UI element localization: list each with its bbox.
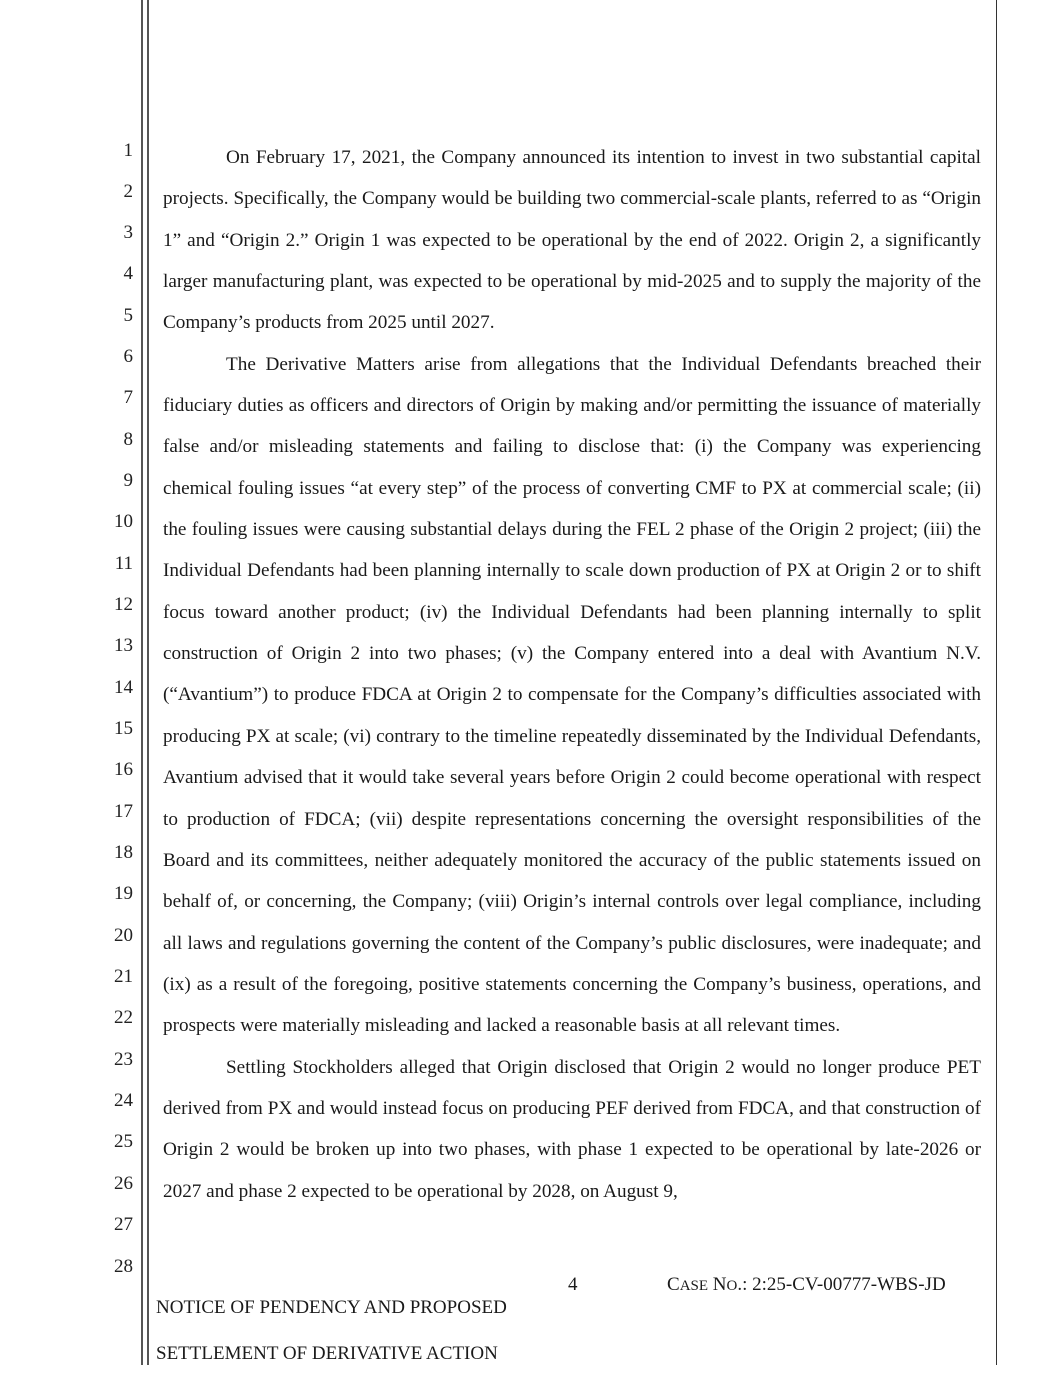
line-number: 13 bbox=[114, 635, 133, 656]
line-number: 21 bbox=[114, 966, 133, 987]
line-number: 14 bbox=[114, 677, 133, 698]
line-number: 26 bbox=[114, 1173, 133, 1194]
left-margin-rule-inner bbox=[147, 0, 149, 1365]
line-number: 5 bbox=[123, 305, 133, 326]
paragraph-text: The Derivative Matters arise from allegations that the Individual Defendants breached their fiduciary duties as officers and directors of Origin by making and/or permitting the issuance of materially false and/or misleading statements and failing to disclose that: (i) the Company was experiencing chemical fouling issues “at every step” of the process of converting CMF to PX at commercial scale; (ii) the fouling issues were causing substantial delays during the FEL 2 phase of the Origin 2 project; (iii) the Individual Defendants had been planning internally to scale down production of PX at Origin 2 or to shift focus toward another product; (iv) the Individual Defendants had been planning internally to split construction of Origin 2 into two phases; (v) the Company entered into a deal with Avantium N.V. (“Avantium”) to produce FDCA at Origin 2 to compensate for the Company’s difficulties associated with producing PX at scale; (vi) contrary to the timeline repeatedly disseminated by the Individual Defendants, Avantium advised that it would take several years before Origin 2 could become operational with respect to production of FDCA; (vii) despite representations concerning the oversight responsibilities of the Board and its committees, neither adequately monitored the accuracy of the public statements issued on behalf of, or concerning, the Company; (viii) Origin’s internal controls over legal compliance, including all laws and regulations governing the content of the Company’s public disclosures, were inadequate; and (ix) as a result of the foregoing, positive statements concerning the Company’s business, operations, and prospects were materially misleading and lacked a reasonable basis at all relevant times. bbox=[163, 353, 981, 1037]
right-margin-rule bbox=[996, 0, 997, 1365]
line-number: 6 bbox=[123, 346, 133, 367]
line-number: 23 bbox=[114, 1049, 133, 1070]
line-number: 28 bbox=[114, 1256, 133, 1277]
document-body bbox=[163, 137, 981, 1212]
footer-title-line-2: SETTLEMENT OF DERIVATIVE ACTION bbox=[156, 1343, 498, 1364]
line-number: 27 bbox=[114, 1214, 133, 1235]
footer-document-title bbox=[156, 1273, 507, 1388]
line-number: 18 bbox=[114, 842, 133, 863]
line-number: 2 bbox=[123, 181, 133, 202]
case-label-part: N bbox=[708, 1274, 727, 1295]
line-number: 1 bbox=[123, 140, 133, 161]
line-number: 12 bbox=[114, 594, 133, 615]
paragraph-text: Settling Stockholders alleged that Origin disclosed that Origin 2 would no longer produce PET derived from PX and would instead focus on producing PEF derived from FDCA, and that construction of Origin 2 would be broken up into two phases, with phase 1 expected to be operational by late-2026 or 2027 and phase 2 expected to be operational by 2028, on August 9, bbox=[163, 1056, 981, 1202]
page-number: 4 bbox=[568, 1274, 578, 1295]
line-number: 11 bbox=[114, 553, 133, 574]
case-label-separator: .: bbox=[737, 1274, 753, 1295]
line-number: 17 bbox=[114, 801, 133, 822]
case-number-value: 2:25-CV-00777-WBS-JD bbox=[752, 1274, 946, 1295]
paragraph-settling-stockholders bbox=[163, 1047, 981, 1212]
line-number: 8 bbox=[123, 429, 133, 450]
footer-title-line-1: NOTICE OF PENDENCY AND PROPOSED bbox=[156, 1297, 507, 1318]
case-number bbox=[667, 1273, 946, 1298]
line-number: 10 bbox=[114, 511, 133, 532]
line-number: 9 bbox=[123, 470, 133, 491]
paragraph-text: On February 17, 2021, the Company announced its intention to invest in two substantial capital projects. Specifically, the Company would be building two commercial-scale plants, referred to as “Origin 1” and “Origin 2.” Origin 1 was expected to be operational by the end of 2022. Origin 2, a significantly larger manufacturing plant, was expected to be operational by mid-2025 and to supply the majority of the Company’s products from 2025 until 2027. bbox=[163, 147, 981, 334]
line-number: 19 bbox=[114, 883, 133, 904]
line-number: 15 bbox=[114, 718, 133, 739]
paragraph-origin-projects bbox=[163, 137, 981, 344]
line-number: 20 bbox=[114, 925, 133, 946]
case-label-part: O bbox=[726, 1278, 738, 1294]
case-label-part: C bbox=[667, 1274, 680, 1295]
paragraph-derivative-matters bbox=[163, 344, 981, 1047]
line-number: 16 bbox=[114, 759, 133, 780]
line-number: 4 bbox=[123, 263, 133, 284]
line-number: 25 bbox=[114, 1131, 133, 1152]
left-margin-rule-outer bbox=[141, 0, 143, 1365]
line-number: 24 bbox=[114, 1090, 133, 1111]
line-number: 7 bbox=[123, 387, 133, 408]
line-number: 22 bbox=[114, 1007, 133, 1028]
case-label-part: ASE bbox=[679, 1278, 709, 1294]
line-number: 3 bbox=[123, 222, 133, 243]
